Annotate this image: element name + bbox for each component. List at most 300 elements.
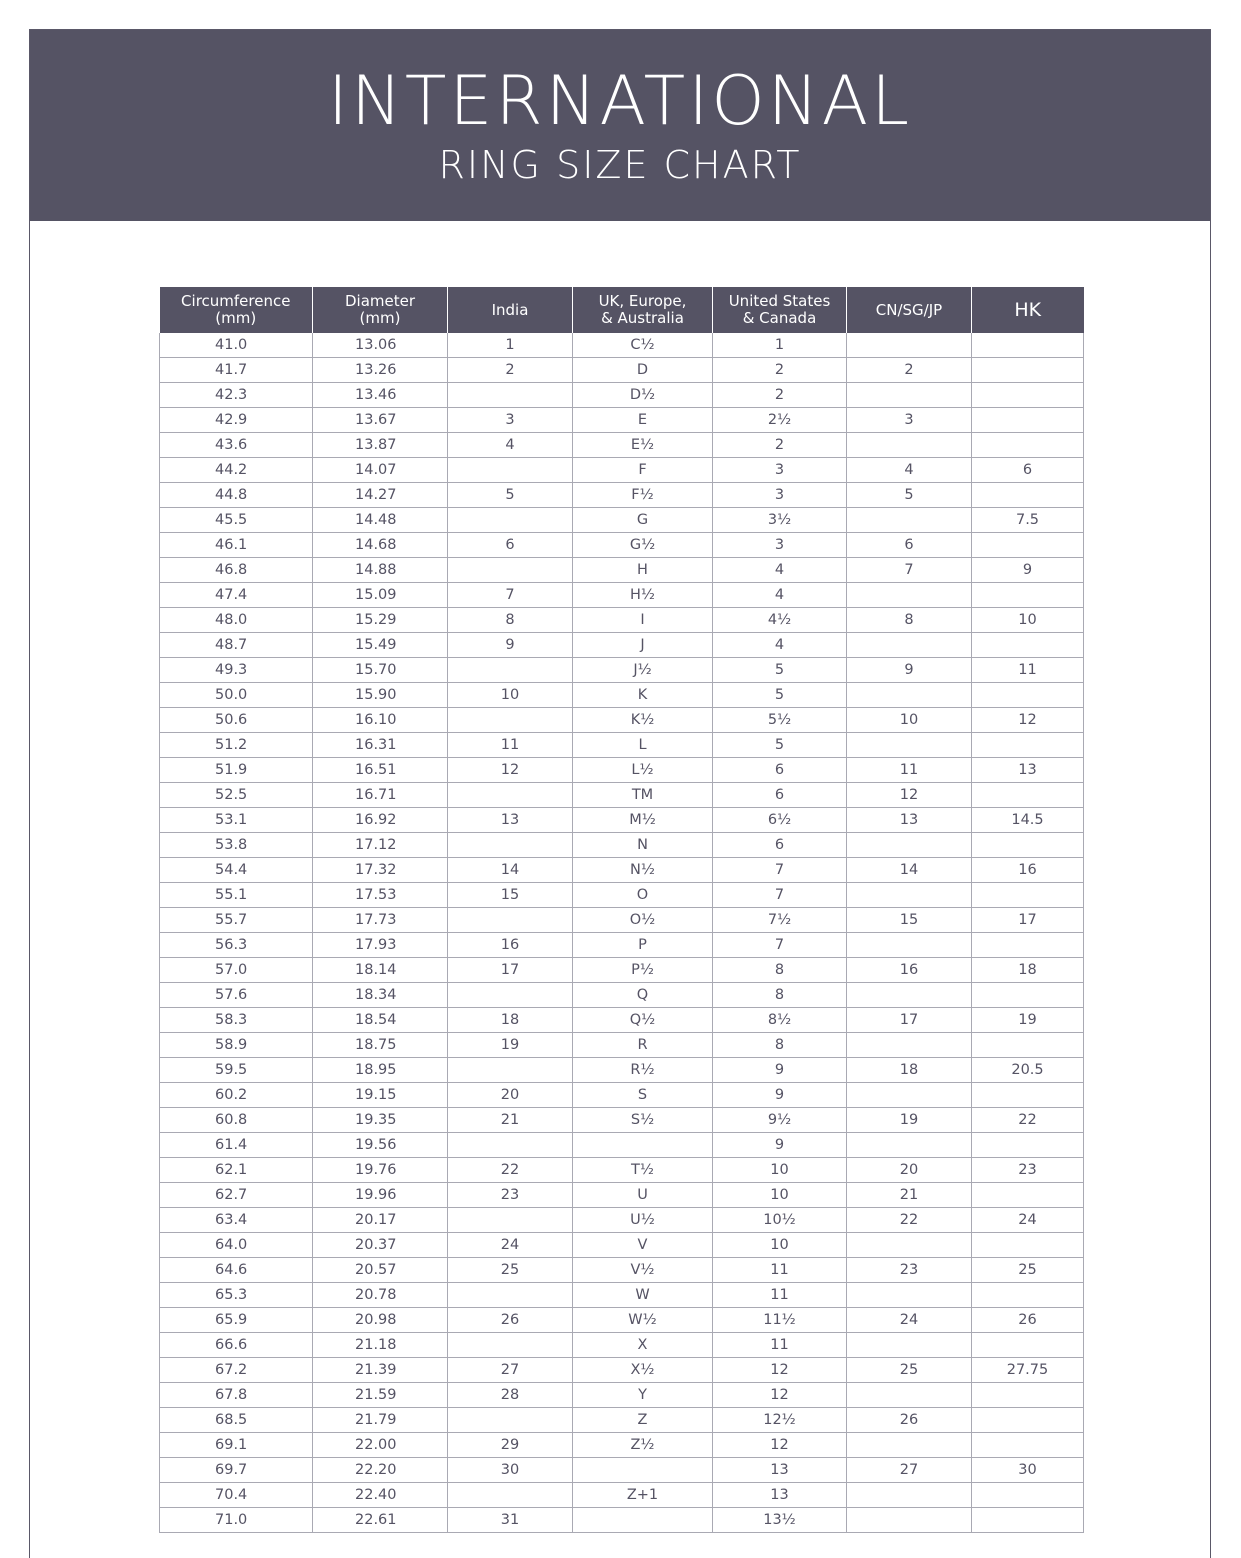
- cell-us-size: 10½: [713, 1208, 847, 1233]
- cell-diameter: 21.79: [313, 1408, 448, 1433]
- cell-diameter: 20.17: [313, 1208, 448, 1233]
- cell-india: 4: [448, 433, 573, 458]
- table-row: [160, 1433, 1084, 1458]
- cell-us-size: 9½: [713, 1108, 847, 1133]
- cell-cn-size: 8: [847, 608, 972, 633]
- cell-diameter: 20.37: [313, 1233, 448, 1258]
- cell-circumference: 71.0: [160, 1508, 313, 1533]
- cell-diameter: 14.48: [313, 508, 448, 533]
- cell-circumference: 68.5: [160, 1408, 313, 1433]
- cell-circumference: 46.1: [160, 533, 313, 558]
- cell-circumference: 69.7: [160, 1458, 313, 1483]
- cell-hk-size: 7.5: [972, 508, 1084, 533]
- cell-us-size: 11½: [713, 1308, 847, 1333]
- cell-us-size: 13: [713, 1483, 847, 1508]
- ring-size-table: [159, 287, 1084, 1533]
- cell-cn-size: 7: [847, 558, 972, 583]
- table-row: [160, 1183, 1084, 1208]
- cell-hk-size: 27.75: [972, 1358, 1084, 1383]
- header-line: Diameter: [344, 292, 416, 310]
- cell-us-size: 12: [713, 1358, 847, 1383]
- cell-uk-size: F½: [573, 483, 713, 508]
- cell-cn-size: 24: [847, 1308, 972, 1333]
- header-line: & Canada: [742, 309, 817, 327]
- cell-us-size: 10: [713, 1158, 847, 1183]
- table-row: [160, 558, 1084, 583]
- cell-hk-size: [972, 1083, 1084, 1108]
- cell-hk-size: 6: [972, 458, 1084, 483]
- table-row: [160, 358, 1084, 383]
- table-row: [160, 908, 1084, 933]
- cell-india: [448, 508, 573, 533]
- cell-hk-size: [972, 683, 1084, 708]
- cell-india: 2: [448, 358, 573, 383]
- cell-hk-size: [972, 358, 1084, 383]
- cell-cn-size: 15: [847, 908, 972, 933]
- cell-cn-size: 10: [847, 708, 972, 733]
- cell-diameter: 19.35: [313, 1108, 448, 1133]
- cell-uk-size: W½: [573, 1308, 713, 1333]
- cell-diameter: 15.09: [313, 583, 448, 608]
- cell-cn-size: 18: [847, 1058, 972, 1083]
- cell-circumference: 66.6: [160, 1333, 313, 1358]
- cell-us-size: 1: [713, 333, 847, 358]
- table-row: [160, 633, 1084, 658]
- cell-uk-size: V: [573, 1233, 713, 1258]
- cell-diameter: 15.29: [313, 608, 448, 633]
- cell-diameter: 15.49: [313, 633, 448, 658]
- cell-diameter: 22.00: [313, 1433, 448, 1458]
- cell-circumference: 53.1: [160, 808, 313, 833]
- cell-hk-size: [972, 533, 1084, 558]
- cell-cn-size: [847, 683, 972, 708]
- cell-hk-size: 16: [972, 858, 1084, 883]
- cell-circumference: 44.2: [160, 458, 313, 483]
- cell-us-size: 9: [713, 1058, 847, 1083]
- cell-india: 24: [448, 1233, 573, 1258]
- cell-circumference: 60.8: [160, 1108, 313, 1133]
- cell-us-size: 4½: [713, 608, 847, 633]
- header-us-canada: [713, 287, 847, 333]
- cell-hk-size: [972, 1383, 1084, 1408]
- cell-cn-size: 13: [847, 808, 972, 833]
- cell-uk-size: R½: [573, 1058, 713, 1083]
- cell-hk-size: [972, 333, 1084, 358]
- cell-circumference: 56.3: [160, 933, 313, 958]
- cell-diameter: 14.27: [313, 483, 448, 508]
- table-row: [160, 1008, 1084, 1033]
- cell-circumference: 69.1: [160, 1433, 313, 1458]
- cell-us-size: 8: [713, 1033, 847, 1058]
- cell-uk-size: T½: [573, 1158, 713, 1183]
- cell-us-size: 13½: [713, 1508, 847, 1533]
- cell-uk-size: N: [573, 833, 713, 858]
- table-row: [160, 1083, 1084, 1108]
- cell-india: [448, 658, 573, 683]
- cell-diameter: 21.39: [313, 1358, 448, 1383]
- cell-india: 3: [448, 408, 573, 433]
- cell-circumference: 46.8: [160, 558, 313, 583]
- cell-cn-size: 12: [847, 783, 972, 808]
- cell-uk-size: L½: [573, 758, 713, 783]
- table-row: [160, 1408, 1084, 1433]
- table-row: [160, 883, 1084, 908]
- cell-cn-size: [847, 733, 972, 758]
- cell-cn-size: 27: [847, 1458, 972, 1483]
- header-line: CN/SG/JP: [875, 300, 943, 319]
- cell-india: 14: [448, 858, 573, 883]
- cell-cn-size: [847, 1383, 972, 1408]
- cell-cn-size: 3: [847, 408, 972, 433]
- cell-hk-size: 9: [972, 558, 1084, 583]
- table-row: [160, 1233, 1084, 1258]
- cell-diameter: 18.14: [313, 958, 448, 983]
- cell-india: [448, 833, 573, 858]
- cell-diameter: 15.90: [313, 683, 448, 708]
- cell-diameter: 16.92: [313, 808, 448, 833]
- cell-circumference: 48.0: [160, 608, 313, 633]
- cell-circumference: 48.7: [160, 633, 313, 658]
- cell-hk-size: [972, 408, 1084, 433]
- cell-us-size: 11: [713, 1258, 847, 1283]
- cell-diameter: 20.78: [313, 1283, 448, 1308]
- cell-diameter: 20.57: [313, 1258, 448, 1283]
- cell-uk-size: J: [573, 633, 713, 658]
- cell-circumference: 55.7: [160, 908, 313, 933]
- cell-cn-size: 17: [847, 1008, 972, 1033]
- header-line: United States: [728, 292, 831, 310]
- table-row: [160, 858, 1084, 883]
- table-row: [160, 833, 1084, 858]
- cell-cn-size: 22: [847, 1208, 972, 1233]
- cell-uk-size: K: [573, 683, 713, 708]
- cell-uk-size: E½: [573, 433, 713, 458]
- cell-cn-size: [847, 508, 972, 533]
- cell-uk-size: M½: [573, 808, 713, 833]
- cell-hk-size: 14.5: [972, 808, 1084, 833]
- cell-circumference: 62.7: [160, 1183, 313, 1208]
- table-row: [160, 1358, 1084, 1383]
- cell-uk-size: U: [573, 1183, 713, 1208]
- cell-cn-size: 4: [847, 458, 972, 483]
- cell-us-size: 3½: [713, 508, 847, 533]
- cell-hk-size: 12: [972, 708, 1084, 733]
- cell-india: 7: [448, 583, 573, 608]
- cell-india: 15: [448, 883, 573, 908]
- table-row: [160, 408, 1084, 433]
- cell-circumference: 58.9: [160, 1033, 313, 1058]
- table-body: [160, 333, 1084, 1533]
- cell-uk-size: S: [573, 1083, 713, 1108]
- cell-us-size: 13: [713, 1458, 847, 1483]
- cell-diameter: 17.73: [313, 908, 448, 933]
- table-row: [160, 508, 1084, 533]
- cell-india: [448, 1208, 573, 1233]
- header-circumference: [160, 287, 313, 333]
- cell-circumference: 52.5: [160, 783, 313, 808]
- cell-circumference: 43.6: [160, 433, 313, 458]
- cell-us-size: 3: [713, 533, 847, 558]
- cell-hk-size: [972, 1033, 1084, 1058]
- table-row: [160, 1158, 1084, 1183]
- table-row: [160, 733, 1084, 758]
- cell-india: 17: [448, 958, 573, 983]
- cell-circumference: 67.2: [160, 1358, 313, 1383]
- cell-circumference: 70.4: [160, 1483, 313, 1508]
- cell-circumference: 50.6: [160, 708, 313, 733]
- cell-hk-size: [972, 1283, 1084, 1308]
- cell-diameter: 20.98: [313, 1308, 448, 1333]
- table-header-row: [160, 287, 1084, 333]
- cell-circumference: 44.8: [160, 483, 313, 508]
- cell-diameter: 16.31: [313, 733, 448, 758]
- table-row: [160, 808, 1084, 833]
- cell-uk-size: D: [573, 358, 713, 383]
- cell-diameter: 13.67: [313, 408, 448, 433]
- cell-cn-size: [847, 333, 972, 358]
- cell-us-size: 10: [713, 1183, 847, 1208]
- cell-india: [448, 1283, 573, 1308]
- cell-india: [448, 1058, 573, 1083]
- cell-us-size: 5: [713, 658, 847, 683]
- cell-us-size: 7½: [713, 908, 847, 933]
- cell-india: 22: [448, 1158, 573, 1183]
- cell-diameter: 13.06: [313, 333, 448, 358]
- cell-us-size: 6½: [713, 808, 847, 833]
- cell-hk-size: [972, 1508, 1084, 1533]
- cell-diameter: 19.96: [313, 1183, 448, 1208]
- cell-hk-size: [972, 1433, 1084, 1458]
- cell-india: [448, 1333, 573, 1358]
- cell-uk-size: X½: [573, 1358, 713, 1383]
- table-row: [160, 1133, 1084, 1158]
- cell-circumference: 53.8: [160, 833, 313, 858]
- cell-cn-size: [847, 1508, 972, 1533]
- cell-uk-size: D½: [573, 383, 713, 408]
- cell-cn-size: 16: [847, 958, 972, 983]
- cell-diameter: 16.71: [313, 783, 448, 808]
- cell-hk-size: [972, 1233, 1084, 1258]
- cell-hk-size: 10: [972, 608, 1084, 633]
- cell-diameter: 17.93: [313, 933, 448, 958]
- cell-circumference: 62.1: [160, 1158, 313, 1183]
- page-subtitle: RING SIZE CHART: [438, 143, 802, 187]
- cell-uk-size: U½: [573, 1208, 713, 1233]
- cell-circumference: 54.4: [160, 858, 313, 883]
- cell-diameter: 18.75: [313, 1033, 448, 1058]
- cell-hk-size: [972, 783, 1084, 808]
- cell-hk-size: [972, 733, 1084, 758]
- header-hk: [972, 287, 1084, 333]
- cell-india: 5: [448, 483, 573, 508]
- cell-circumference: 42.3: [160, 383, 313, 408]
- cell-diameter: 16.10: [313, 708, 448, 733]
- cell-us-size: 11: [713, 1333, 847, 1358]
- table-row: [160, 1458, 1084, 1483]
- cell-india: 29: [448, 1433, 573, 1458]
- cell-cn-size: 21: [847, 1183, 972, 1208]
- cell-india: 27: [448, 1358, 573, 1383]
- cell-diameter: 19.15: [313, 1083, 448, 1108]
- cell-india: [448, 1408, 573, 1433]
- cell-hk-size: [972, 583, 1084, 608]
- cell-uk-size: I: [573, 608, 713, 633]
- cell-cn-size: [847, 1483, 972, 1508]
- cell-circumference: 49.3: [160, 658, 313, 683]
- header-line: Circumference: [181, 292, 291, 310]
- cell-circumference: 63.4: [160, 1208, 313, 1233]
- cell-india: 13: [448, 808, 573, 833]
- cell-circumference: 59.5: [160, 1058, 313, 1083]
- cell-circumference: 42.9: [160, 408, 313, 433]
- cell-india: [448, 1133, 573, 1158]
- cell-cn-size: 11: [847, 758, 972, 783]
- table-row: [160, 1383, 1084, 1408]
- cell-hk-size: 24: [972, 1208, 1084, 1233]
- cell-cn-size: [847, 1133, 972, 1158]
- cell-hk-size: [972, 433, 1084, 458]
- cell-uk-size: F: [573, 458, 713, 483]
- cell-diameter: 13.46: [313, 383, 448, 408]
- cell-cn-size: 19: [847, 1108, 972, 1133]
- cell-us-size: 4: [713, 633, 847, 658]
- table-row: [160, 1308, 1084, 1333]
- cell-india: 10: [448, 683, 573, 708]
- table-row: [160, 433, 1084, 458]
- cell-us-size: 2: [713, 358, 847, 383]
- cell-us-size: 4: [713, 583, 847, 608]
- cell-hk-size: 22: [972, 1108, 1084, 1133]
- cell-hk-size: 30: [972, 1458, 1084, 1483]
- cell-us-size: 6: [713, 783, 847, 808]
- cell-hk-size: [972, 1183, 1084, 1208]
- cell-us-size: 2½: [713, 408, 847, 433]
- cell-cn-size: [847, 433, 972, 458]
- cell-uk-size: Q: [573, 983, 713, 1008]
- table-row: [160, 333, 1084, 358]
- cell-uk-size: J½: [573, 658, 713, 683]
- cell-uk-size: [573, 1458, 713, 1483]
- cell-cn-size: [847, 383, 972, 408]
- table-row: [160, 658, 1084, 683]
- cell-us-size: 7: [713, 883, 847, 908]
- cell-hk-size: [972, 833, 1084, 858]
- cell-hk-size: 13: [972, 758, 1084, 783]
- cell-circumference: 41.7: [160, 358, 313, 383]
- cell-uk-size: O: [573, 883, 713, 908]
- cell-diameter: 13.87: [313, 433, 448, 458]
- cell-cn-size: 5: [847, 483, 972, 508]
- cell-uk-size: C½: [573, 333, 713, 358]
- cell-circumference: 51.9: [160, 758, 313, 783]
- table-row: [160, 1258, 1084, 1283]
- cell-india: [448, 783, 573, 808]
- cell-uk-size: Z: [573, 1408, 713, 1433]
- cell-cn-size: 2: [847, 358, 972, 383]
- header-india: [448, 287, 573, 333]
- cell-circumference: 60.2: [160, 1083, 313, 1108]
- cell-us-size: 12: [713, 1433, 847, 1458]
- cell-india: [448, 908, 573, 933]
- cell-us-size: 7: [713, 858, 847, 883]
- table-row: [160, 958, 1084, 983]
- cell-india: [448, 1483, 573, 1508]
- cell-us-size: 12½: [713, 1408, 847, 1433]
- cell-india: 26: [448, 1308, 573, 1333]
- cell-diameter: 14.88: [313, 558, 448, 583]
- table-row: [160, 758, 1084, 783]
- cell-india: 18: [448, 1008, 573, 1033]
- cell-uk-size: H½: [573, 583, 713, 608]
- cell-diameter: 18.95: [313, 1058, 448, 1083]
- cell-diameter: 17.53: [313, 883, 448, 908]
- cell-uk-size: V½: [573, 1258, 713, 1283]
- cell-uk-size: TM: [573, 783, 713, 808]
- table-row: [160, 1333, 1084, 1358]
- cell-us-size: 3: [713, 483, 847, 508]
- cell-diameter: 19.76: [313, 1158, 448, 1183]
- cell-diameter: 18.54: [313, 1008, 448, 1033]
- cell-circumference: 47.4: [160, 583, 313, 608]
- header-line: & Australia: [601, 309, 684, 327]
- cell-hk-size: [972, 1483, 1084, 1508]
- cell-india: 8: [448, 608, 573, 633]
- table-row: [160, 1283, 1084, 1308]
- cell-us-size: 5: [713, 733, 847, 758]
- cell-uk-size: R: [573, 1033, 713, 1058]
- cell-us-size: 12: [713, 1383, 847, 1408]
- table-row: [160, 1208, 1084, 1233]
- cell-circumference: 58.3: [160, 1008, 313, 1033]
- cell-cn-size: [847, 633, 972, 658]
- cell-uk-size: P½: [573, 958, 713, 983]
- cell-uk-size: S½: [573, 1108, 713, 1133]
- cell-circumference: 67.8: [160, 1383, 313, 1408]
- cell-india: 9: [448, 633, 573, 658]
- cell-hk-size: [972, 883, 1084, 908]
- cell-us-size: 9: [713, 1083, 847, 1108]
- cell-diameter: 19.56: [313, 1133, 448, 1158]
- cell-uk-size: Q½: [573, 1008, 713, 1033]
- cell-uk-size: Z+1: [573, 1483, 713, 1508]
- cell-us-size: 8: [713, 958, 847, 983]
- cell-diameter: 22.20: [313, 1458, 448, 1483]
- cell-circumference: 65.3: [160, 1283, 313, 1308]
- cell-us-size: 6: [713, 833, 847, 858]
- table-row: [160, 1508, 1084, 1533]
- table-row: [160, 383, 1084, 408]
- cell-india: 11: [448, 733, 573, 758]
- cell-circumference: 50.0: [160, 683, 313, 708]
- cell-circumference: 61.4: [160, 1133, 313, 1158]
- cell-india: 23: [448, 1183, 573, 1208]
- cell-uk-size: G: [573, 508, 713, 533]
- cell-hk-size: [972, 633, 1084, 658]
- cell-uk-size: E: [573, 408, 713, 433]
- cell-hk-size: 26: [972, 1308, 1084, 1333]
- cell-circumference: 55.1: [160, 883, 313, 908]
- cell-diameter: 21.18: [313, 1333, 448, 1358]
- cell-india: 6: [448, 533, 573, 558]
- cell-india: 30: [448, 1458, 573, 1483]
- cell-uk-size: Z½: [573, 1433, 713, 1458]
- cell-diameter: 22.40: [313, 1483, 448, 1508]
- table-row: [160, 933, 1084, 958]
- cell-cn-size: [847, 1233, 972, 1258]
- table-row: [160, 1033, 1084, 1058]
- cell-india: 16: [448, 933, 573, 958]
- cell-uk-size: L: [573, 733, 713, 758]
